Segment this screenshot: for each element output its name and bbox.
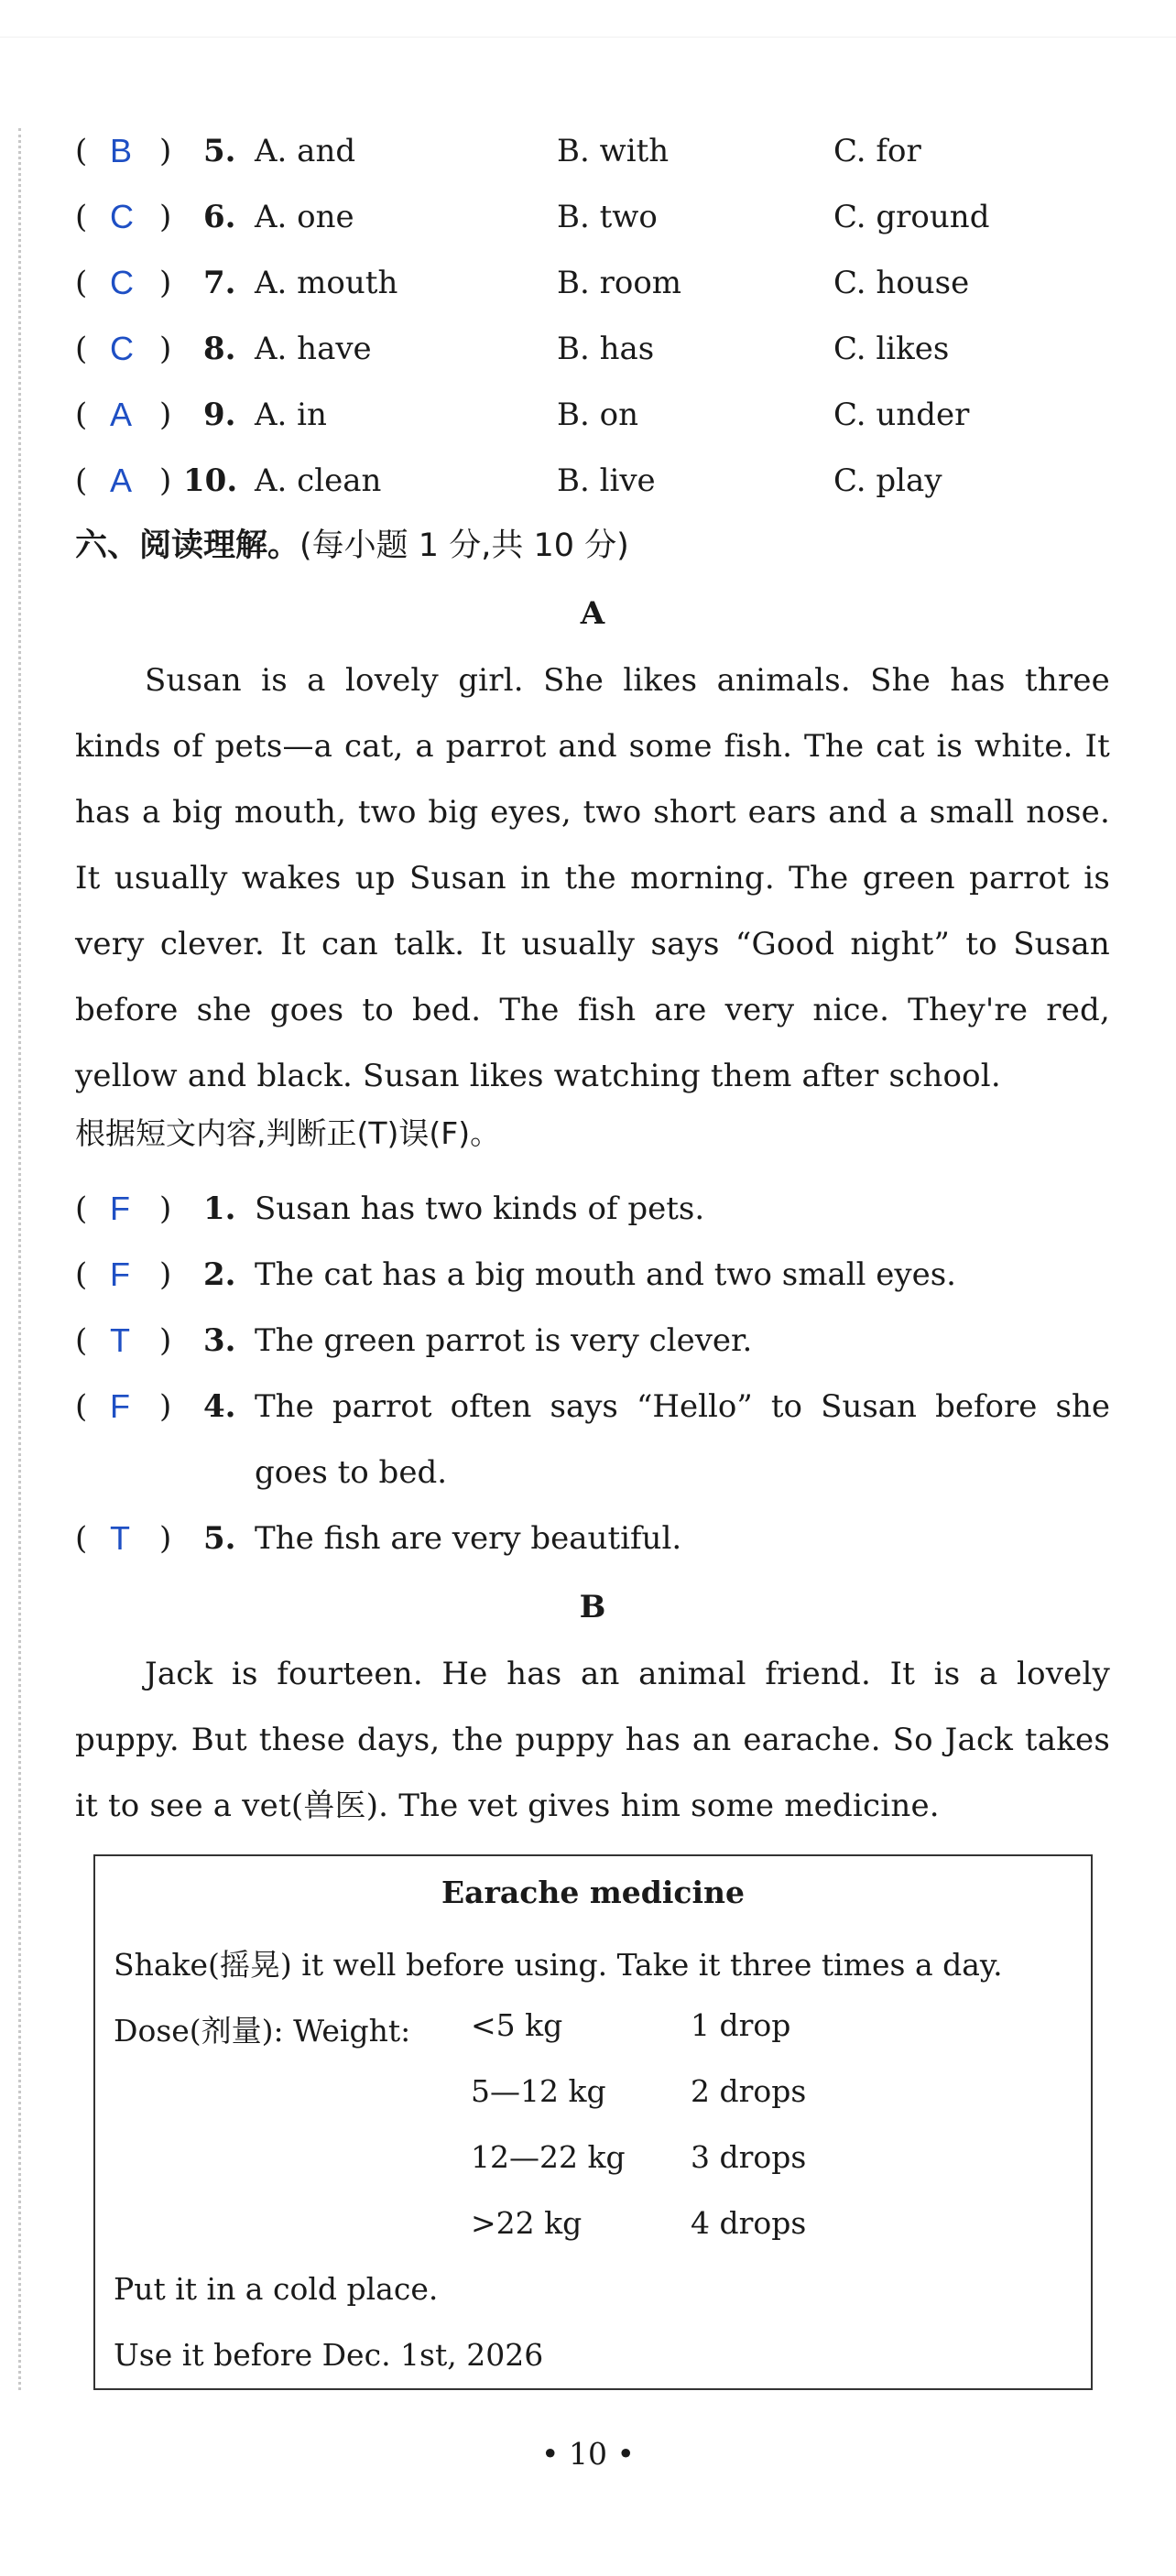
option-c: C. ground [833, 199, 990, 235]
question-number: 6. [203, 199, 236, 235]
question-text: The parrot often says “Hello” to Susan before she goes to bed. [255, 1388, 1110, 1491]
mc-question-5 [75, 125, 1110, 177]
passage-b-text: Jack is fourteen. He has an animal friend. It is a lovely puppy. But these days, the puppy has an earache. So Jack takes it to see a vet(兽医). The vet gives him some medicine. [75, 1656, 1110, 1824]
medicine-title: Earache medicine [441, 1875, 745, 1910]
question-text: The green parrot is very clever. [255, 1322, 753, 1359]
answer-bracket: ( C ) [75, 323, 178, 375]
option-a: A. mouth [255, 265, 398, 301]
page-top-edge [0, 0, 1176, 38]
answer-bracket: ( C ) [75, 191, 178, 243]
option-c: C. likes [833, 331, 950, 367]
question-number: 7. [203, 265, 236, 301]
mc-question-9 [75, 389, 1110, 440]
answer-letter: C [110, 264, 134, 301]
option-a: A. have [255, 331, 372, 367]
passage-a-text: Susan is a lovely girl. She likes animals. She has three kinds of pets—a cat, a parrot and some fish. The cat is white. It has a big mouth, two big eyes, two short ears and a small nose. It usually wakes up Susan in the morning. The green parrot is very clever. It can talk. It usually says “Good night” to Susan before she goes to bed. The fish are very nice. They're red, yellow and black. Susan likes watching them after school. [75, 662, 1110, 1094]
answer-letter: F [110, 1190, 130, 1227]
mc-question-10 [75, 455, 1110, 506]
option-b: B. two [557, 199, 658, 235]
answer-letter: B [110, 132, 133, 169]
answer-letter: A [110, 462, 133, 499]
question-number: 10. [183, 462, 238, 499]
answer-letter: F [110, 1387, 130, 1425]
question-number: 1. [203, 1190, 236, 1227]
question-number: 5. [203, 1520, 236, 1557]
option-b: B. room [557, 265, 682, 301]
section-points: (每小题 1 分,共 10 分) [299, 527, 629, 564]
question-number: 9. [203, 397, 236, 433]
option-b: B. on [557, 397, 638, 433]
answer-bracket: ( F ) [75, 1374, 178, 1440]
tf-instruction: 根据短文内容,判断正(T)误(F)。 [75, 1115, 501, 1151]
answer-bracket: ( C ) [75, 257, 178, 309]
question-text: The cat has a big mouth and two small eyes. [255, 1256, 956, 1293]
medicine-storage: Put it in a cold place. [114, 2271, 439, 2307]
option-a: A. clean [255, 462, 382, 499]
binding-dotted-rule [18, 128, 21, 2390]
question-number: 3. [203, 1322, 236, 1359]
section-title: 六、阅读理解。 [75, 527, 300, 564]
option-b: B. with [557, 133, 670, 169]
question-number: 8. [203, 331, 236, 367]
dose-drops: 1 drop [691, 2007, 791, 2043]
answer-bracket: ( A ) [75, 455, 178, 506]
mc-question-8 [75, 323, 1110, 375]
question-text: The fish are very beautiful. [255, 1520, 682, 1557]
medicine-shake-instruction: Shake(摇晃) it well before using. Take it three times a day. [114, 1947, 1003, 1983]
dose-drops: 2 drops [691, 2073, 807, 2109]
answer-letter: F [110, 1255, 130, 1293]
answer-bracket: ( F ) [75, 1176, 178, 1242]
option-a: A. and [255, 133, 356, 169]
answer-letter: A [110, 396, 133, 433]
option-c: C. for [833, 133, 921, 169]
answer-bracket: ( F ) [75, 1242, 178, 1308]
option-b: B. live [557, 462, 656, 499]
page-number: • 10 • [541, 2436, 635, 2472]
question-number: 2. [203, 1256, 236, 1293]
question-number: 5. [203, 133, 236, 169]
section-heading [75, 518, 629, 573]
option-c: C. under [833, 397, 970, 433]
dose-label: Dose(剂量): Weight: [114, 2013, 411, 2049]
medicine-expiry: Use it before Dec. 1st, 2026 [114, 2337, 544, 2373]
answer-letter: T [110, 1321, 130, 1359]
dose-weight: >22 kg [471, 2205, 583, 2241]
dose-drops: 4 drops [691, 2205, 807, 2241]
passage-a-heading: A [580, 595, 605, 632]
answer-bracket: ( T ) [75, 1505, 178, 1571]
answer-bracket: ( T ) [75, 1308, 178, 1374]
answer-letter: C [110, 198, 134, 235]
mc-question-7 [75, 257, 1110, 309]
option-b: B. has [557, 331, 655, 367]
passage-b-heading: B [579, 1589, 606, 1625]
answer-bracket: ( A ) [75, 389, 178, 440]
answer-letter: C [110, 330, 134, 367]
dose-weight: <5 kg [471, 2007, 563, 2043]
question-text: Susan has two kinds of pets. [255, 1190, 705, 1227]
dose-weight: 5—12 kg [471, 2073, 606, 2109]
dose-weight: 12—22 kg [471, 2139, 626, 2175]
answer-letter: T [110, 1519, 130, 1557]
dose-drops: 3 drops [691, 2139, 807, 2175]
option-a: A. one [255, 199, 354, 235]
option-c: C. play [833, 462, 942, 499]
question-number: 4. [203, 1388, 236, 1425]
answer-bracket: ( B ) [75, 125, 178, 177]
option-c: C. house [833, 265, 970, 301]
option-a: A. in [255, 397, 327, 433]
mc-question-6 [75, 191, 1110, 243]
medicine-label-box [93, 1854, 1093, 2390]
